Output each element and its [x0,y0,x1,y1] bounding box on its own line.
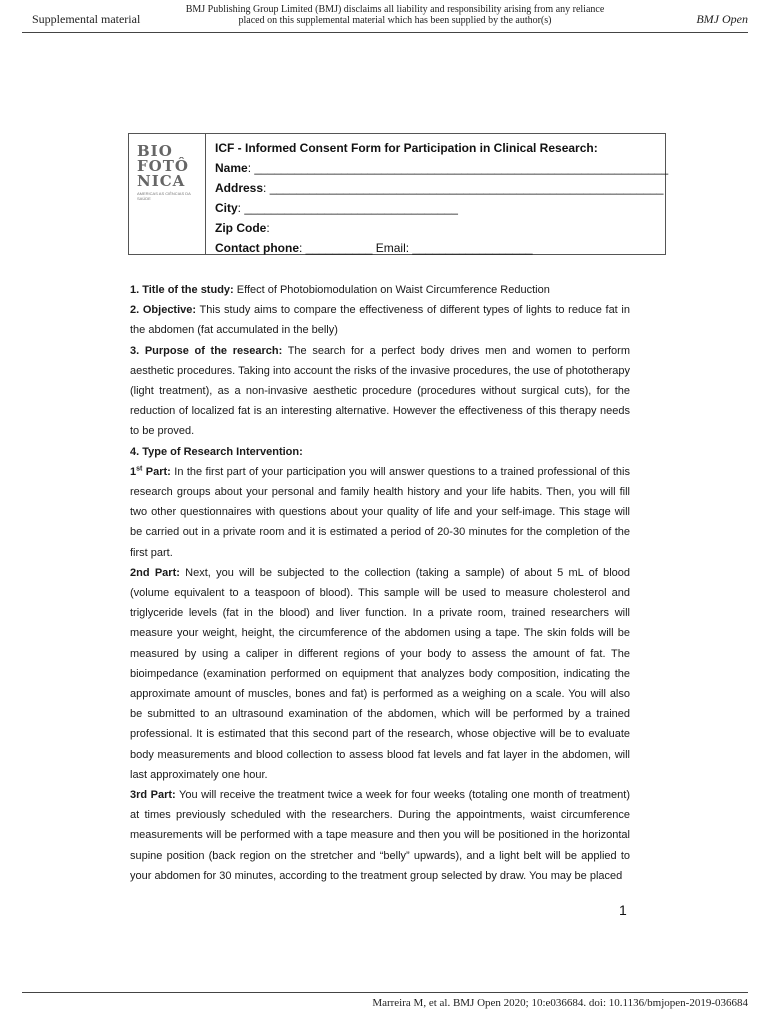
part-1-paragraph: 1st Part: In the first part of your participation you will answer questions to a trained professional of this research groups about your personal and family health history and your life habits. Then, you will fill two other questionnaires with questions about your quality of life and your self-image. This stage will be carried out in a private room and it is estimated a period of 20-30 minutes for the completion of the first part. [130,465,630,559]
address-field: Address: ___________________________________________________________ [215,181,664,195]
section-intervention-heading: 4. Type of Research Intervention: [130,445,303,458]
consent-form-box [128,133,669,255]
section-objective: 2. Objective: This study aims to compare the effectiveness of different types of lights to reduce fat in the abdomen (fat accumulated in the belly) [130,304,630,337]
consent-body [130,280,630,886]
section-title-of-study: 1. Title of the study: Effect of Photobiomodulation on Waist Circumference Reduction [130,284,550,296]
zip-code-field: Zip Code: [215,221,270,235]
name-field: Name: ______________________________________________________________ [215,161,669,175]
logo-cell [129,134,206,254]
logo-tagline: AMERICAS AS CIÊNCIAS DA SAÚDE [137,191,191,201]
logo-line: BIO [137,142,173,160]
header-journal-name: BMJ Open [696,12,748,26]
footer-citation: Marreira M, et al. BMJ Open 2020; 10:e036684. doi: 10.1136/bmjopen-2019-036684 [372,997,748,1009]
city-field: City: ________________________________ [215,201,458,215]
form-fields [215,138,669,258]
part-2-paragraph: 2nd Part: Next, you will be subjected to the collection (taking a sample) of about 5 mL of blood (volume equivalent to a teaspoon of blood). This sample will be used to measure cholesterol and triglyceride levels (fat in the blood) and liver function. In a private room, trained researchers will measure your weight, height, the circumference of the abdomen using a tape. The skin folds will be measured by using a caliper in different regions of your body to assess the amount of fat. The bioimpedance (examination performed on equipment that analyzes body composition, indicating the approximate amount of muscles, bones and fat) is performed as a weighing on a scale. You will also be submitted to an ultrasound examination of the abdomen, which will be performed by a trained professional. It is estimated that this second part of the research, whose objective will be to evaluate body measurements and blood collection to assess blood fat levels and fat layer in the abdomen, will last approximately one hour. [130,566,630,781]
contact-phone-field: Contact phone: __________ Email: __________________ [215,241,533,255]
part-3-paragraph: 3rd Part: You will receive the treatment twice a week for four weeks (totaling one month of treatment) at times previously scheduled with the researchers. During the appointments, waist circumference measurements will be performed with a tape measure and then you will be positioned in the horizontal supine position (back region on the stretcher and “belly” upwards), and a light belt will be applied to your abdomen for 30 minutes, according to the treatment group selected by draw. You may be placed [130,789,630,882]
logo-line: FOTÔ [137,157,189,175]
header-divider [22,32,748,33]
footer-divider [22,992,748,993]
header-supplemental-label: Supplemental material [32,12,141,26]
biofotonica-logo [137,144,201,201]
form-title: ICF - Informed Consent Form for Participation in Clinical Research: [215,141,598,155]
section-purpose: 3. Purpose of the research: The search for a perfect body drives men and women to perform aesthetic procedures. Taking into account the risks of the invasive procedures, the use of phototherapy (light treatment), as a non-invasive aesthetic procedure (procedures without surgical cuts), for the reduction of localized fat is an interesting alternative. However the effectiveness of this therapy needs to be proved. [130,344,630,438]
header-disclaimer: BMJ Publishing Group Limited (BMJ) disclaims all liability and responsibility arising from any reliance placed on this supplemental material which has been supplied by the author(s) [185,4,605,26]
page-number: 1 [619,902,627,918]
logo-line: NICA [137,172,186,190]
